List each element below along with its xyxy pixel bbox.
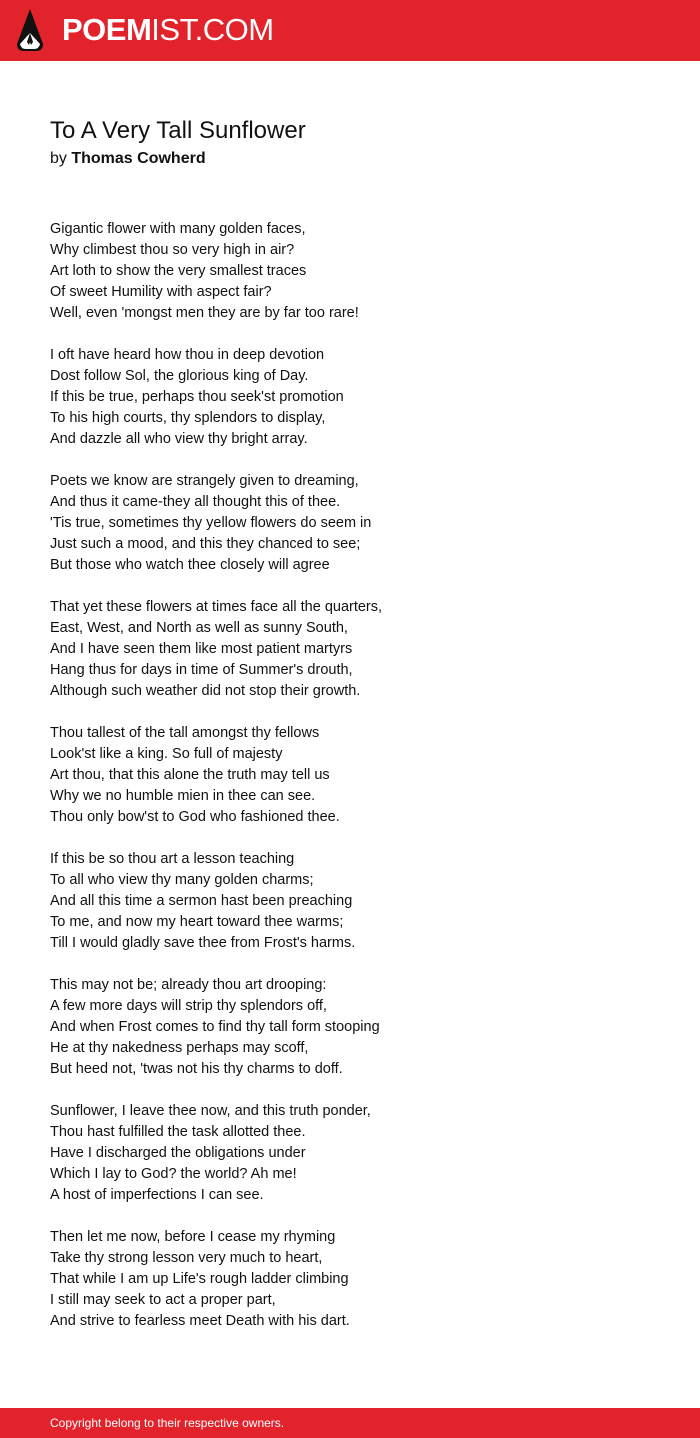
poem-line: And thus it came-they all thought this of thee. bbox=[50, 494, 341, 510]
poem-line: If this be so thou art a lesson teaching bbox=[50, 851, 295, 867]
poem-line: And I have seen them like most patient martyrs bbox=[50, 641, 353, 657]
poem-line: And strive to fearless meet Death with his dart. bbox=[50, 1313, 350, 1329]
poem-line: Thou only bow'st to God who fashioned thee. bbox=[50, 809, 340, 825]
stanza bbox=[50, 345, 650, 450]
poem-line: And all this time a sermon hast been preaching bbox=[50, 893, 353, 909]
poem-line: But heed not, 'twas not his thy charms to doff. bbox=[50, 1061, 343, 1077]
stanza bbox=[50, 471, 650, 576]
stanza bbox=[50, 1227, 650, 1332]
poem-line: Although such weather did not stop their growth. bbox=[50, 683, 361, 699]
poem-line: Till I would gladly save thee from Frost's harms. bbox=[50, 935, 356, 951]
poem-line: And when Frost comes to find thy tall form stooping bbox=[50, 1019, 380, 1035]
copyright-text: Copyright belong to their respective owners. bbox=[50, 1416, 285, 1430]
poem-line: Thou tallest of the tall amongst thy fellows bbox=[50, 725, 320, 741]
poem-line: Why climbest thou so very high in air? bbox=[50, 242, 295, 258]
poem-line: This may not be; already thou art drooping: bbox=[50, 977, 327, 993]
poem-line: Hang thus for days in time of Summer's drouth, bbox=[50, 662, 353, 678]
poem-body bbox=[50, 219, 650, 1353]
poem-line: That yet these flowers at times face all the quarters, bbox=[50, 599, 383, 615]
stanza bbox=[50, 1101, 650, 1206]
poem-line: Why we no humble mien in thee can see. bbox=[50, 788, 316, 804]
site-header bbox=[0, 0, 700, 61]
logo-bold-text: POEM bbox=[62, 12, 152, 47]
poem-line: If this be true, perhaps thou seek'st promotion bbox=[50, 389, 344, 405]
stanza bbox=[50, 975, 650, 1080]
poem-line: To me, and now my heart toward thee warms; bbox=[50, 914, 344, 930]
poem-line: Take thy strong lesson very much to heart, bbox=[50, 1250, 323, 1266]
stanza bbox=[50, 597, 650, 702]
poem-line: Poets we know are strangely given to dreaming, bbox=[50, 473, 359, 489]
poem-line: Then let me now, before I cease my rhyming bbox=[50, 1229, 336, 1245]
poem-line: Art loth to show the very smallest traces bbox=[50, 263, 307, 279]
poem-line: Gigantic flower with many golden faces, bbox=[50, 221, 306, 237]
site-logo[interactable] bbox=[62, 12, 274, 48]
poem-line: Thou hast fulfilled the task allotted thee. bbox=[50, 1124, 306, 1140]
poem-line: 'Tis true, sometimes thy yellow flowers do seem in bbox=[50, 515, 372, 531]
poem-line: That while I am up Life's rough ladder climbing bbox=[50, 1271, 349, 1287]
poem-line: And dazzle all who view thy bright array. bbox=[50, 431, 308, 447]
poem-line: A host of imperfections I can see. bbox=[50, 1187, 264, 1203]
poem-line: Dost follow Sol, the glorious king of Day. bbox=[50, 368, 309, 384]
poem-line: Art thou, that this alone the truth may tell us bbox=[50, 767, 330, 783]
poem-line: Just such a mood, and this they chanced to see; bbox=[50, 536, 361, 552]
poem-line: A few more days will strip thy splendors off, bbox=[50, 998, 327, 1014]
poem-line: Which I lay to God? the world? Ah me! bbox=[50, 1166, 297, 1182]
logo-light-text: IST.COM bbox=[151, 12, 274, 47]
poem-line: I still may seek to act a proper part, bbox=[50, 1292, 276, 1308]
poem-line: Sunflower, I leave thee now, and this truth ponder, bbox=[50, 1103, 371, 1119]
stanza bbox=[50, 849, 650, 954]
pen-nib-icon[interactable] bbox=[17, 9, 43, 51]
author-name[interactable]: Thomas Cowherd bbox=[71, 150, 206, 167]
stanza bbox=[50, 723, 650, 828]
poem-line: Well, even 'mongst men they are by far too rare! bbox=[50, 305, 359, 321]
poem-title: To A Very Tall Sunflower bbox=[50, 117, 306, 144]
poem-line: Have I discharged the obligations under bbox=[50, 1145, 306, 1161]
poem-line: Of sweet Humility with aspect fair? bbox=[50, 284, 272, 300]
by-label: by bbox=[50, 150, 67, 167]
poem-line: To his high courts, thy splendors to display, bbox=[50, 410, 326, 426]
poem-line: He at thy nakedness perhaps may scoff, bbox=[50, 1040, 309, 1056]
poem-line: East, West, and North as well as sunny South, bbox=[50, 620, 348, 636]
poem-line: Look'st like a king. So full of majesty bbox=[50, 746, 283, 762]
poem-line: But those who watch thee closely will agree bbox=[50, 557, 330, 573]
poem-line: To all who view thy many golden charms; bbox=[50, 872, 314, 888]
site-footer bbox=[0, 1408, 700, 1438]
stanza bbox=[50, 219, 650, 324]
poem-line: I oft have heard how thou in deep devotion bbox=[50, 347, 325, 363]
byline bbox=[50, 148, 206, 170]
